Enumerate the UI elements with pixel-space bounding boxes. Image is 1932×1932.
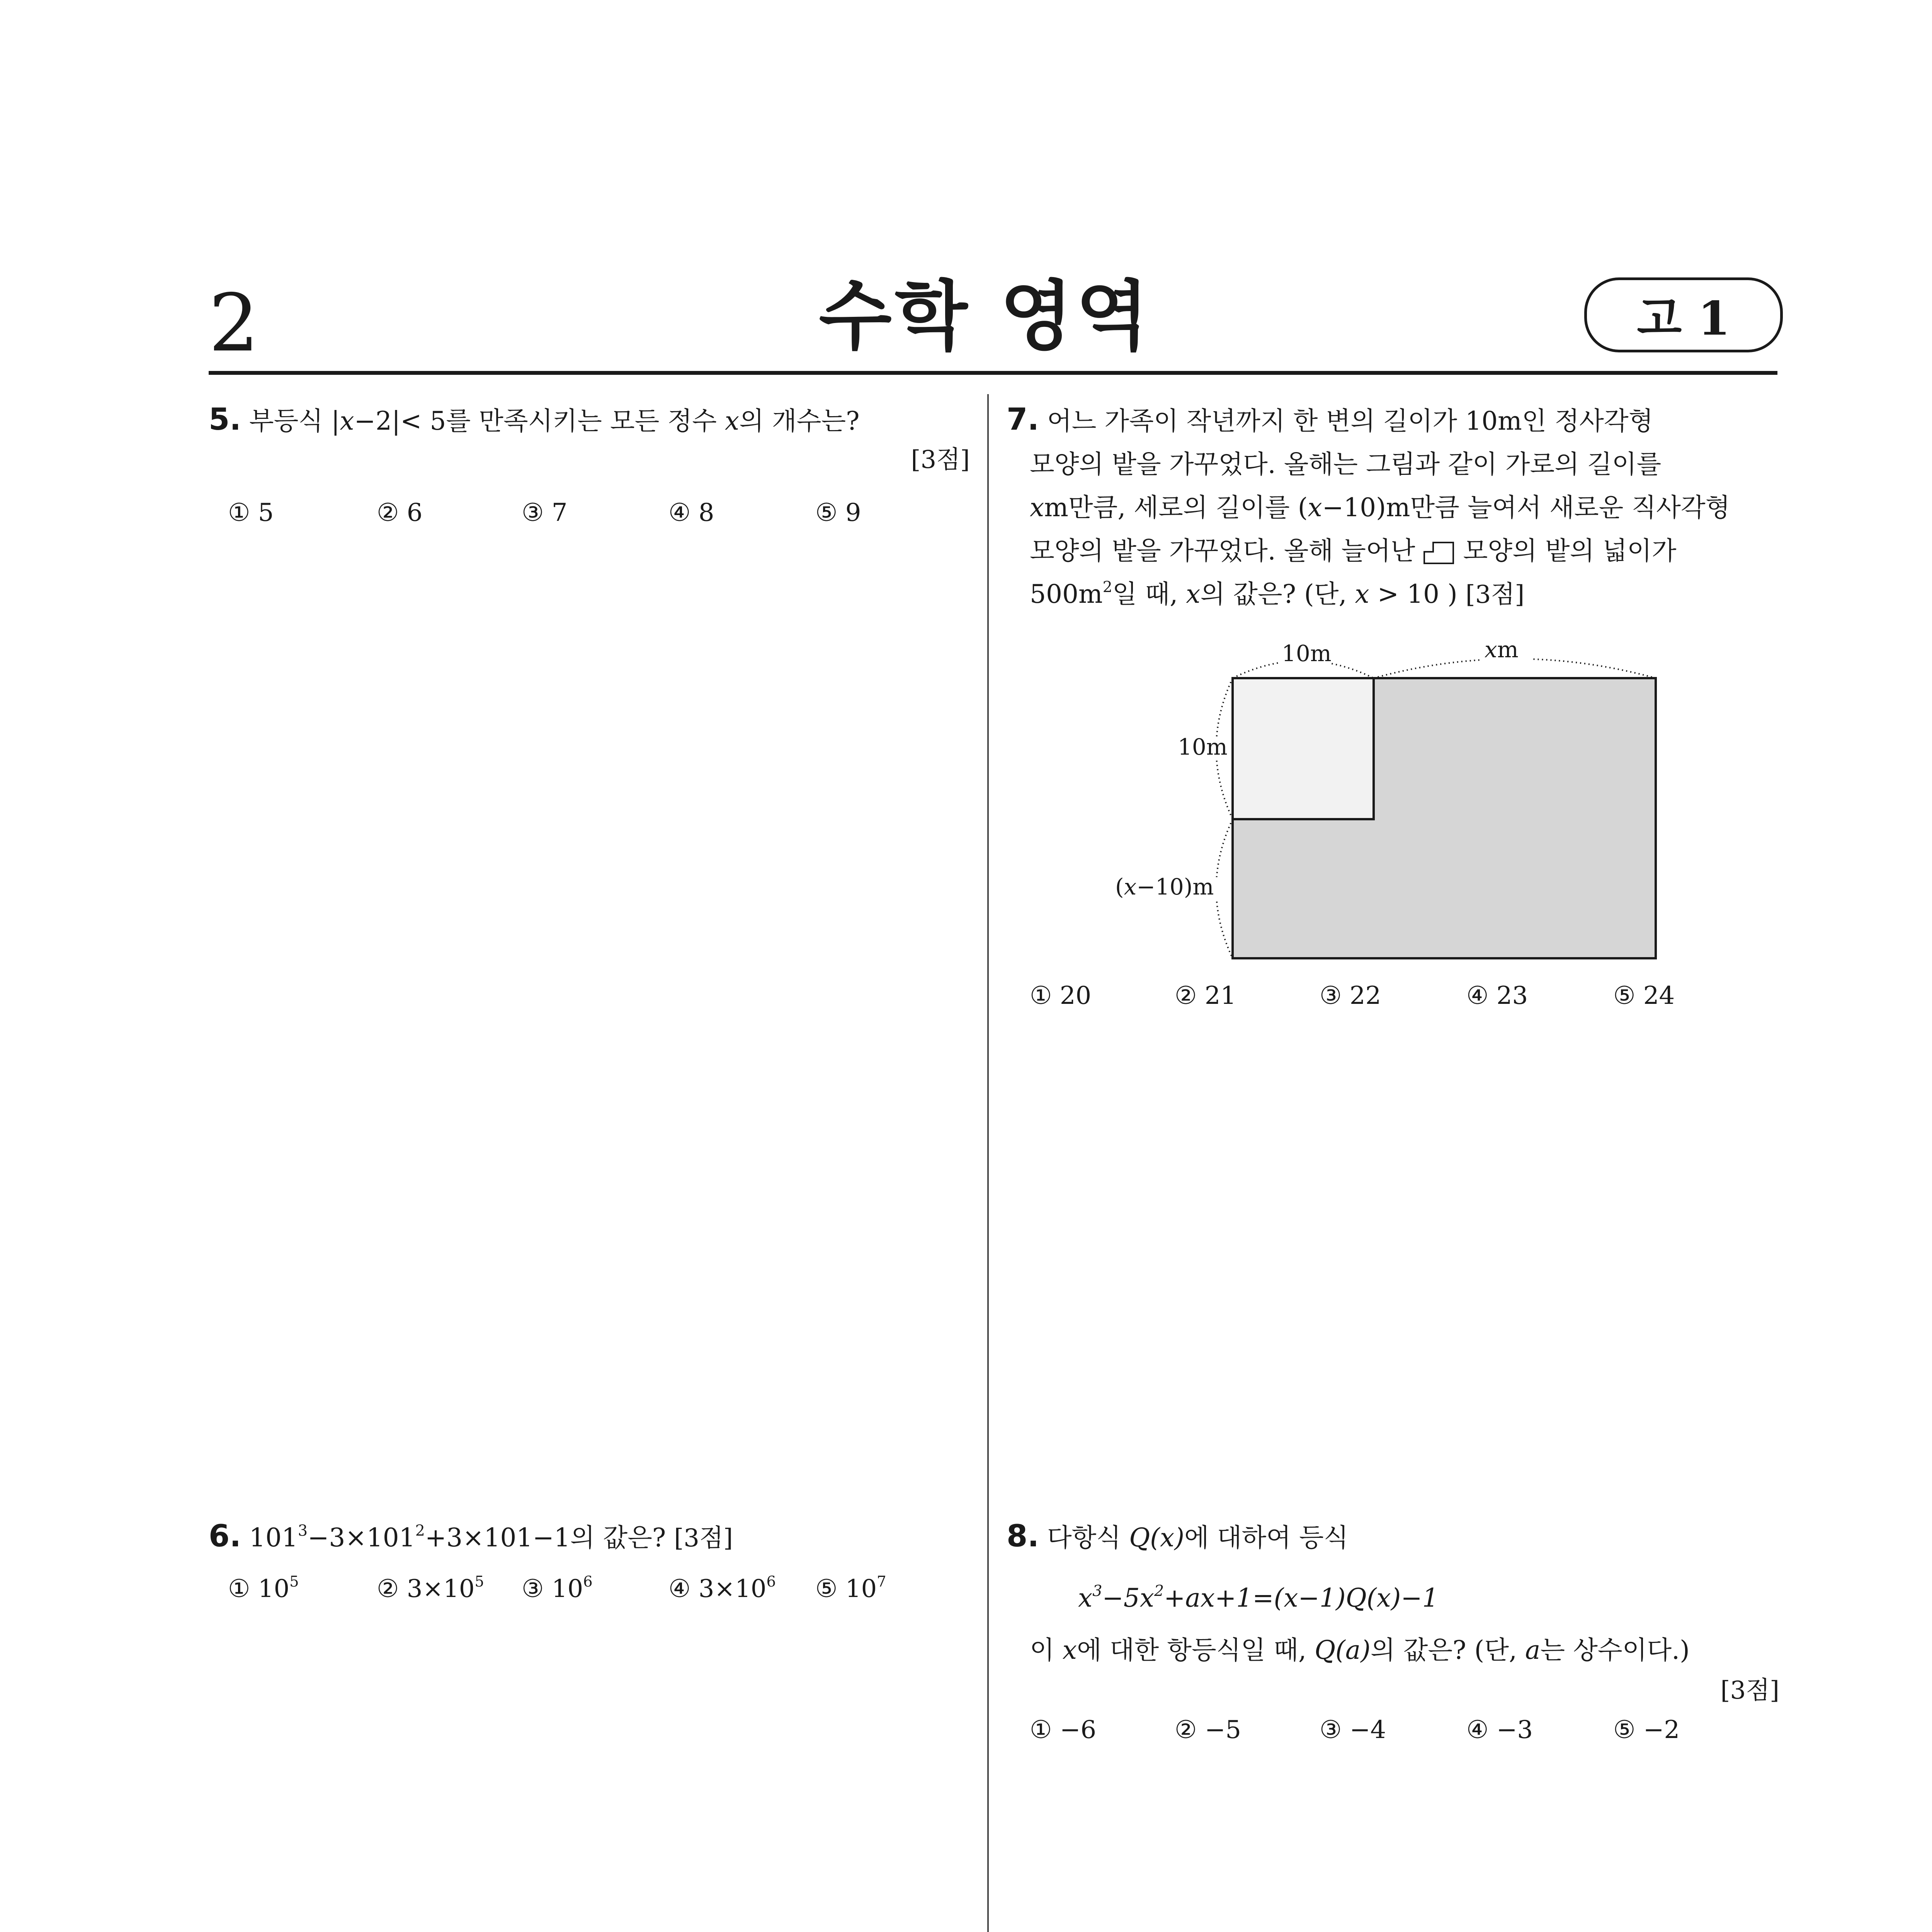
question-8-choice-5[interactable]: ⑤ −2: [1613, 1716, 1680, 1744]
label-top-left: 10m: [1282, 640, 1332, 667]
question-5-text-a: 부등식 |: [249, 406, 340, 436]
question-8-points: [3점]: [1720, 1676, 1779, 1705]
area-diagram: [1113, 628, 1677, 968]
question-5: [209, 398, 970, 475]
question-8-choice-3[interactable]: ③ −4: [1320, 1716, 1386, 1744]
question-5-choice-3[interactable]: ③ 7: [522, 498, 568, 527]
question-6-choices: [228, 1575, 886, 1603]
question-6-mid2: +3×101−1의 값은?: [425, 1523, 666, 1553]
question-5-var-x: x: [340, 406, 354, 436]
question-6-exp2: 2: [415, 1522, 425, 1540]
question-8-choice-2[interactable]: ② −5: [1175, 1716, 1242, 1744]
l-shape-icon: [1423, 541, 1455, 565]
question-7-number: 7.: [1007, 402, 1039, 437]
question-7-choice-3[interactable]: ③ 22: [1320, 981, 1381, 1010]
question-6-mid1: −3×101: [308, 1523, 415, 1553]
question-6-choice-5[interactable]: ⑤ $10^7$: [815, 1573, 886, 1603]
original-square: [1233, 678, 1374, 819]
grade-label: 고 1: [1637, 291, 1730, 346]
question-6-choice-4[interactable]: ④ $3\times 10^6$: [668, 1573, 776, 1603]
question-5-text-b: −2|< 5를 만족시키는 모든 정수: [354, 406, 725, 436]
question-7-line-5: $500m^2$일 때, x의 값은? (단, x > 10 ) [3점]: [1030, 578, 1525, 609]
question-8-choice-1[interactable]: ① −6: [1030, 1716, 1097, 1744]
question-5-var-x2: x: [724, 406, 740, 436]
question-6-number: 6.: [209, 1519, 241, 1554]
question-7-choice-2[interactable]: ② 21: [1175, 981, 1236, 1010]
label-left-bottom: (x−10)m: [1115, 874, 1214, 900]
question-7-choices: [1030, 981, 1675, 1010]
question-7-choice-1[interactable]: ① 20: [1030, 981, 1092, 1010]
question-5-text-c: 의 개수는?: [739, 406, 860, 436]
question-6-points: [3점]: [674, 1524, 733, 1553]
question-6-exp1: 3: [298, 1522, 308, 1540]
question-8-line-1: 8. 다항식 Q(x)에 대하여 등식: [1007, 1519, 1349, 1554]
question-7-stem: [1007, 398, 1779, 616]
question-7-line-1: 7. 어느 가족이 작년까지 한 변의 길이가 10m인 정사각형: [1007, 402, 1653, 437]
label-top-right: xm: [1485, 636, 1519, 663]
question-7-line-2: 모양의 밭을 가꾸었다. 올해는 그림과 같이 가로의 길이를: [1030, 449, 1662, 479]
question-8-equation: $x^3-5x^2+ax+1=(x-1)Q(x)-1$: [1078, 1582, 1439, 1613]
question-8-number: 8.: [1007, 1519, 1039, 1554]
question-6-choice-3[interactable]: ③ $10^6$: [522, 1573, 593, 1603]
question-8-line-3: 이 x에 대한 항등식일 때, Q(a)의 값은? (단, a는 상수이다.) [3점]: [1030, 1629, 1779, 1712]
label-left-top: 10m: [1178, 734, 1228, 760]
question-6-choice-2[interactable]: ② $3\times 10^5$: [377, 1573, 484, 1603]
question-7-choice-5[interactable]: ⑤ 24: [1613, 981, 1675, 1010]
question-6-base1: 101: [249, 1523, 298, 1553]
subject-title: 수학 영역: [819, 272, 1152, 360]
question-8-stem: [1007, 1515, 1779, 1560]
question-7-line-3: xm만큼, 세로의 길이를 (x−10)m만큼 늘여서 새로운 직사각형: [1030, 493, 1730, 522]
question-8-choices: [1030, 1716, 1680, 1744]
question-6-choice-1[interactable]: ① $10^5$: [228, 1573, 299, 1603]
question-6-stem: [209, 1515, 970, 1560]
question-5-number: 5.: [209, 402, 241, 437]
question-5-choice-2[interactable]: ② 6: [377, 498, 423, 527]
column-divider: [987, 394, 989, 1932]
question-5-points: [3점]: [911, 446, 970, 474]
question-5-choice-4[interactable]: ④ 8: [668, 498, 714, 527]
page-number: 2: [209, 277, 259, 369]
grade-badge: [1584, 277, 1783, 352]
header-rule: [209, 371, 1777, 375]
question-7-choice-4[interactable]: ④ 23: [1466, 981, 1528, 1010]
question-7-points: [3점]: [1465, 580, 1525, 609]
question-5-stem: [209, 398, 970, 443]
question-5-choice-5[interactable]: ⑤ 9: [815, 498, 861, 527]
question-7-line-4: 모양의 밭을 가꾸었다. 올해 늘어난 모양의 밭의 넓이가: [1030, 536, 1677, 566]
question-5-choice-1[interactable]: ① 5: [228, 498, 274, 527]
question-8-choice-4[interactable]: ④ −3: [1466, 1716, 1533, 1744]
question-5-choices: [228, 498, 861, 527]
